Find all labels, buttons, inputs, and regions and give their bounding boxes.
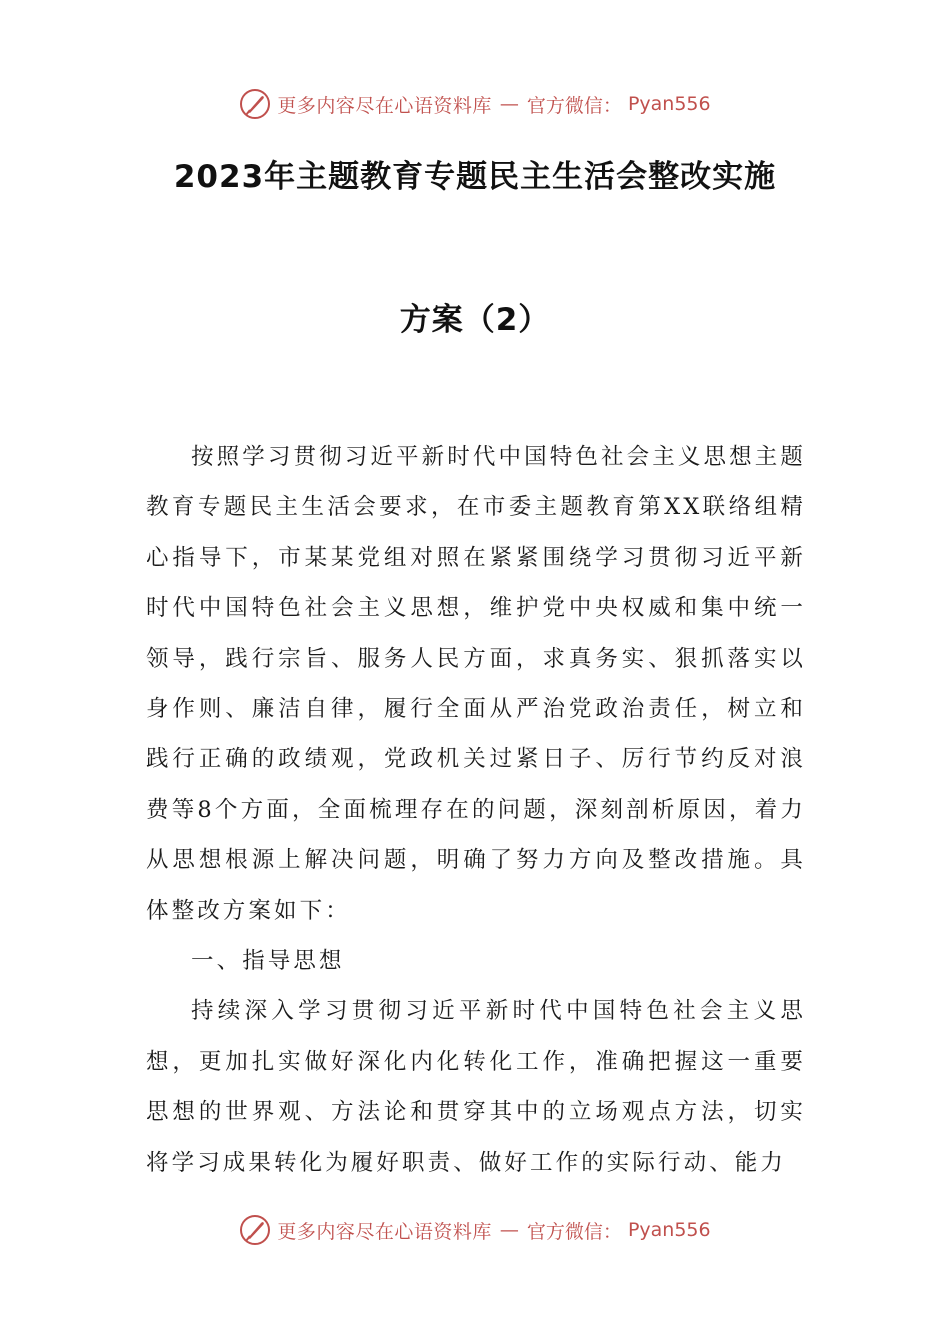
banner-label: 官方微信： xyxy=(526,94,622,117)
footer-banner xyxy=(0,1208,950,1252)
banner-wechat-id: Pyan556 xyxy=(627,93,711,115)
banner-text: 更多内容尽在心语资料库 xyxy=(277,1220,492,1243)
document-title-line-1: 2023年主题教育专题民主生活会整改实施 xyxy=(173,159,777,195)
feather-pen-logo-icon xyxy=(239,88,271,120)
paragraph-guiding-thought: 持续深入学习贯彻习近平新时代中国特色社会主义思想，更加扎实做好深化内化转化工作，准确把握这一重要思想的世界观、方法论和贯穿其中的立场观点方法，切实将学习成果转化为履好职责、做好工作的实际行动、能力 xyxy=(146,998,806,1176)
banner-wechat-id: Pyan556 xyxy=(627,1219,711,1241)
banner-separator: — xyxy=(499,1219,519,1241)
document-title-line-2: 方案（2） xyxy=(399,302,551,338)
section-heading-guiding-thought: 一、指导思想 xyxy=(191,948,345,975)
banner-label: 官方微信： xyxy=(526,1220,622,1243)
banner-text: 更多内容尽在心语资料库 xyxy=(277,94,492,117)
feather-pen-logo-icon xyxy=(239,1214,271,1246)
document-body xyxy=(146,432,806,1188)
header-banner xyxy=(0,82,950,126)
banner-separator: — xyxy=(499,93,519,115)
paragraph-intro: 按照学习贯彻习近平新时代中国特色社会主义思想主题教育专题民主生活会要求，在市委主题教育第XX联络组精心指导下，市某某党组对照在紧紧围绕学习贯彻习近平新时代中国特色社会主义思想，维护党中央权威和集中统一领导，践行宗旨、服务人民方面，求真务实、狠抓落实以身作则、廉洁自律，履行全面从严治党政治责任，树立和践行正确的政绩观，党政机关过紧日子、厉行节约反对浪费等8个方面，全面梳理存在的问题，深刻剖析原因，着力从思想根源上解决问题，明确了努力方向及整改措施。具体整改方案如下： xyxy=(146,444,806,924)
